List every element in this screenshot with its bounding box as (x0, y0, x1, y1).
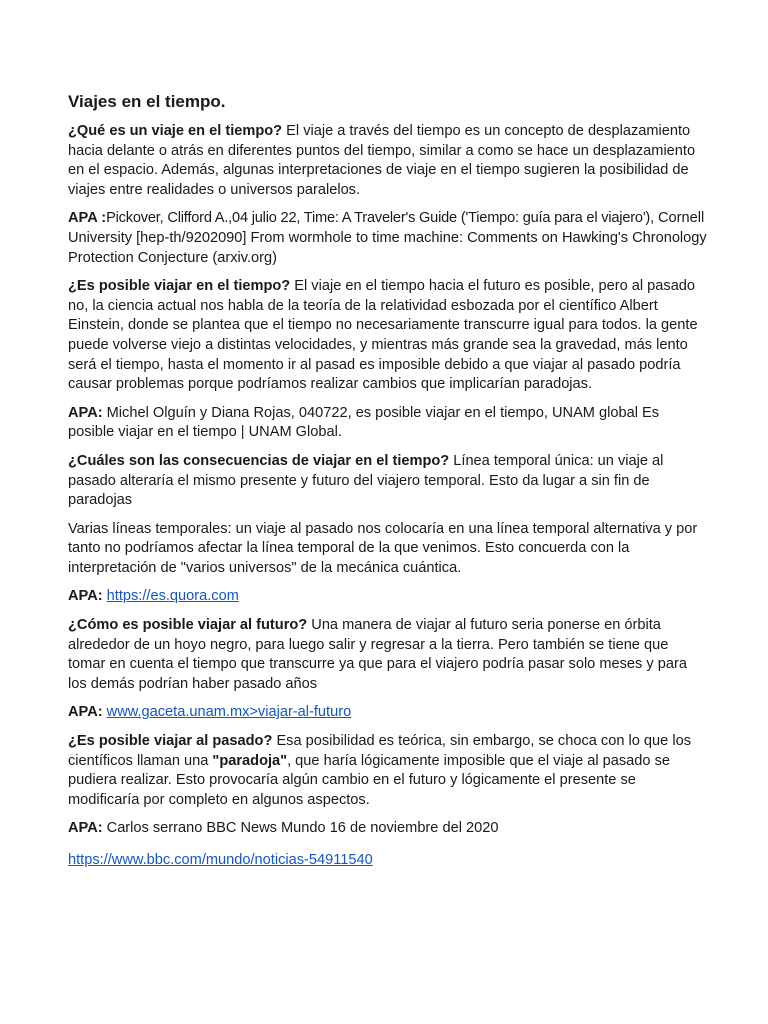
apa-label: APA: (68, 820, 103, 837)
apa-citation-4 (68, 703, 708, 723)
citation-text: Pickover, Clifford A.,04 julio 22, Time: A Traveler's Guide ('Tiempo: guía para el viajero'), (106, 210, 654, 227)
apa-label: APA: (68, 404, 103, 421)
apa-label: APA : (68, 210, 107, 227)
section-what-is (68, 122, 708, 200)
paragraph-text: , que haría lógicamente imposible que el viaje al pasado se pudiera realizar. Esto provocaría algún cambio en el futuro y lógicamente el presente se modificaría por completo en algunos aspectos. (68, 752, 671, 808)
paragraph-text: Línea temporal única: un viaje al pasado alteraría el mismo presente y futuro del viajero temporal. Esto da lugar a sin fin de paradojas (68, 452, 664, 509)
bbc-news-link[interactable]: https://www.bbc.com/mundo/noticias-54911540 (68, 852, 373, 868)
apa-citation-2 (68, 404, 708, 443)
paradoja-term: "paradoja" (212, 752, 288, 769)
question-heading: ¿Cómo es posible viajar al futuro? (68, 617, 308, 634)
citation-text: Cornell University [hep-th/9202090] From wormhole to time machine: Comments on Hawking's Chronology Protection Conjecture (arxiv.org) (68, 210, 707, 266)
question-heading: ¿Qué es un viaje en el tiempo? (68, 123, 283, 139)
section-consequences (68, 452, 708, 511)
question-heading: ¿Es posible viajar en el tiempo? (68, 278, 291, 295)
gaceta-unam-link[interactable]: www.gaceta.unam.mx>viajar-al-futuro (106, 704, 352, 721)
section-future (68, 616, 708, 694)
paragraph-text: El viaje en el tiempo hacia el futuro es posible, pero al pasado no, la ciencia actual nos habla de la teoría de la relatividad esbozada por el científico Albert Einstein, donde se plantea que el tiempo no necesariamente transcurre igual para todos. la gente puede volverse viejo a distintas velocidades, y mientras más grande sea la gravedad, más lento será el tiempo, hasta el momento ir al pasad es imposible debido a que viajar al pasado podría causar problemas porque podríamos realizar cambios que implicarían paradojas. (68, 278, 698, 393)
citation-text: Michel Olguín y Diana Rojas, 040722, es posible viajar en el tiempo, UNAM global Es posible viajar en el tiempo | UNAM Global. (68, 404, 660, 441)
paragraph-text: Esa posibilidad es teórica, sin embargo, se choca con lo que los científicos llaman una (68, 733, 691, 769)
paragraph-text: Una manera de viajar al futuro seria ponerse en órbita alrededor de un hoyo negro, para luego salir y regresar a la tierra. Pero también se tiene que tomar en cuenta el tiempo que transcurre ya que para el viajero podría pasar solo meses y para los demás podrían haber pasado años (68, 617, 687, 692)
apa-citation-5 (68, 819, 708, 839)
apa-citation-3 (68, 587, 708, 607)
paragraph-text: El viaje a través del tiempo es un concepto de desplazamiento hacia delante o atrás en diferentes puntos del tiempo, similar a como se hace un desplazamiento en el espacio. Además, algunas interpretaciones de viaje en el tiempo sugieren la posibilidad de viajes entre realidades o universos paralelos. (68, 123, 696, 198)
section-past (68, 732, 708, 810)
apa-label: APA: (68, 588, 103, 605)
bbc-link-paragraph (68, 851, 708, 871)
citation-text: Carlos serrano BBC News Mundo 16 de noviembre del 2020 (102, 820, 499, 837)
question-heading: ¿Cuáles son las consecuencias de viajar en el tiempo? (68, 452, 450, 469)
paragraph-multiple-timelines: Varias líneas temporales: un viaje al pasado nos colocaría en una línea temporal alternativa y por tanto no podríamos afectar la línea temporal de la que venimos. Esto concuerda con la interpretación de "varios universos" de la mecánica cuántica. (68, 520, 698, 576)
apa-label: APA: (68, 704, 103, 721)
question-heading: ¿Es posible viajar al pasado? (68, 733, 273, 750)
document-title: Viajes en el tiempo. (68, 92, 226, 111)
apa-citation-1 (68, 209, 708, 268)
section-is-possible (68, 277, 708, 395)
quora-link[interactable]: https://es.quora.com (106, 588, 239, 605)
